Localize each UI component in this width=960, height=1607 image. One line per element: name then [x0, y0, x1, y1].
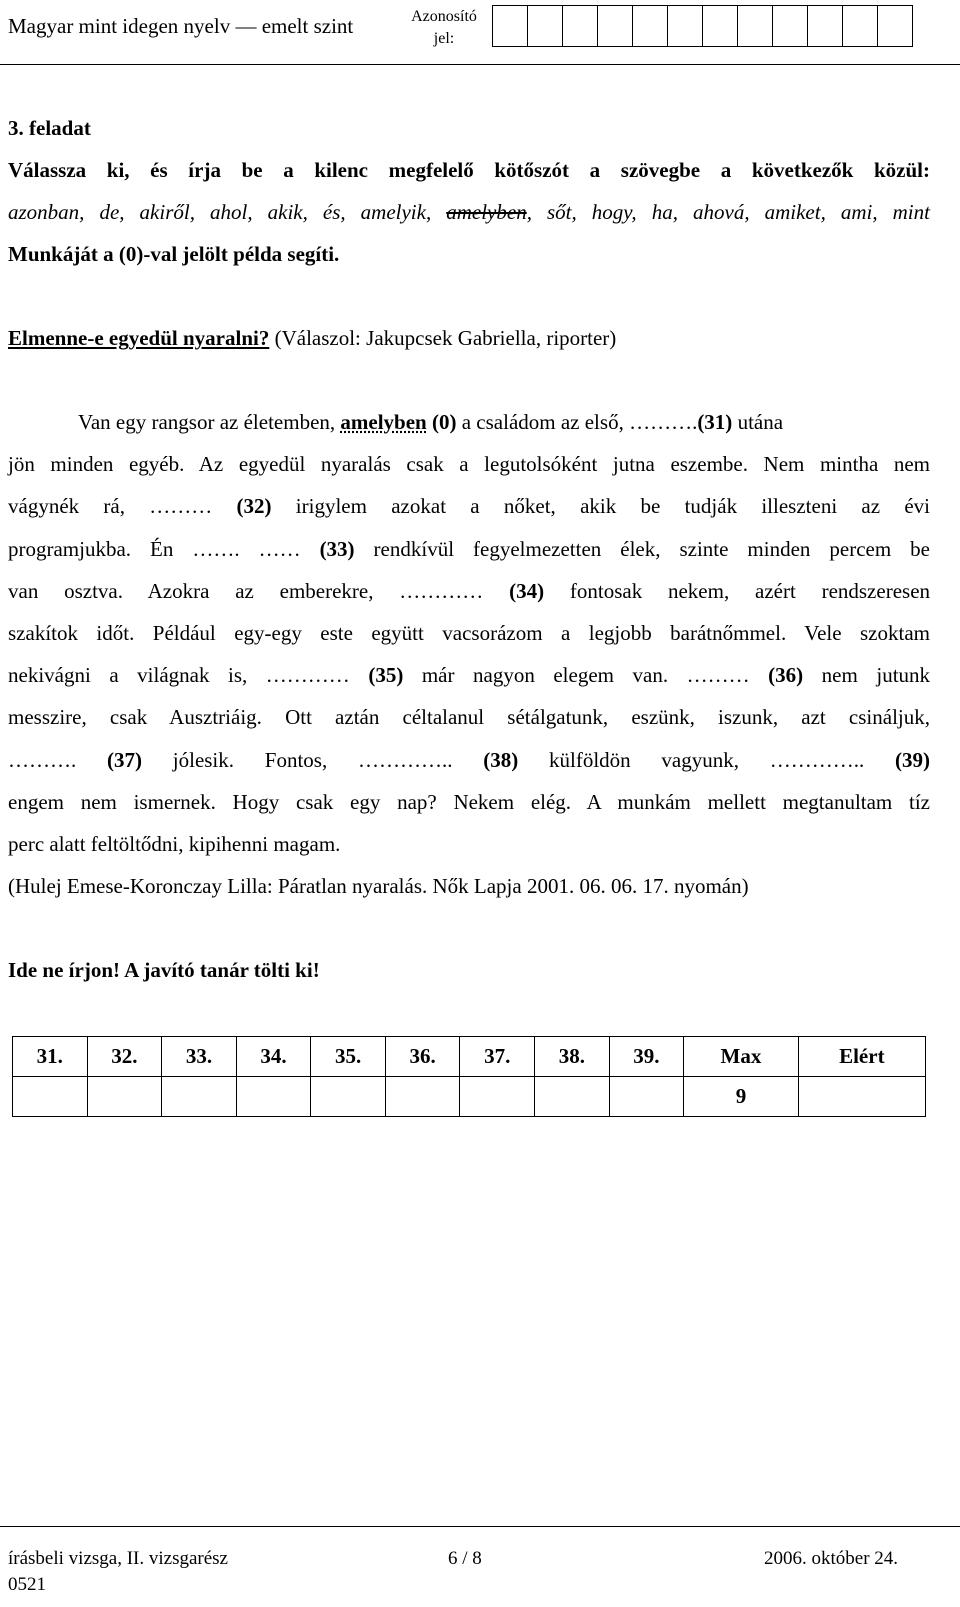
text-segment: nem jutunk: [803, 663, 931, 687]
header-divider: [0, 64, 960, 65]
text-line-2: jön minden egyéb. Az egyedül nyaralás csak a legutolsóként jutna eszembe. Nem mintha nem: [8, 452, 930, 476]
id-box[interactable]: [807, 5, 844, 47]
score-header-39: 39.: [609, 1037, 684, 1077]
score-cell-35[interactable]: [311, 1077, 386, 1117]
gap-32[interactable]: ………: [149, 494, 213, 518]
options-part-2: , sőt, hogy, ha, ahová, amiket, ami, mint: [526, 200, 930, 224]
score-cell-33[interactable]: [162, 1077, 237, 1117]
gap-33[interactable]: ……. ……: [192, 537, 301, 561]
footer-page: 6 / 8: [448, 1548, 482, 1569]
score-header-elert: Elért: [798, 1037, 925, 1077]
id-box[interactable]: [877, 5, 914, 47]
gap-number-38: (38): [483, 748, 519, 772]
score-header-32: 32.: [87, 1037, 162, 1077]
text-line-4: [8, 537, 930, 562]
options-part-1: azonban, de, akiről, ahol, akik, és, amelyik,: [8, 200, 447, 224]
example-answer: amelyben: [340, 410, 427, 434]
footer-code: 0521: [8, 1574, 46, 1595]
footer-divider: [0, 1526, 960, 1527]
score-header-max: Max: [684, 1037, 798, 1077]
text-line-5: [8, 579, 930, 604]
gap-number-33: (33): [319, 537, 355, 561]
gap-number-37: (37): [107, 748, 143, 772]
text-line-9: [8, 748, 930, 773]
score-cell-32[interactable]: [87, 1077, 162, 1117]
score-cell-31[interactable]: [13, 1077, 88, 1117]
score-cell-elert[interactable]: [798, 1077, 925, 1117]
source-citation: (Hulej Emese-Koronczay Lilla: Páratlan nyaralás. Nők Lapja 2001. 06. 06. 17. nyomán): [8, 874, 749, 898]
gap-31[interactable]: ……….: [629, 410, 698, 434]
article-title: Elmenne-e egyedül nyaralni?: [8, 326, 270, 350]
id-box[interactable]: [667, 5, 704, 47]
score-cell-36[interactable]: [385, 1077, 460, 1117]
id-box[interactable]: [842, 5, 879, 47]
id-boxes: [493, 5, 913, 47]
task-number: 3. feladat: [8, 116, 91, 140]
gap-number-36: (36): [768, 663, 804, 687]
text-segment: jólesik. Fontos,: [142, 748, 358, 772]
text-segment: programjukba. Én: [8, 537, 193, 561]
score-value-row: [13, 1077, 926, 1117]
score-cell-34[interactable]: [236, 1077, 311, 1117]
article-subtitle: (Válaszol: Jakupcsek Gabriella, riporter): [269, 326, 617, 350]
text-line-7: [8, 663, 930, 688]
id-box[interactable]: [562, 5, 599, 47]
text-segment: fontosak nekem, azért rendszeresen: [544, 579, 931, 603]
score-header-36: 36.: [385, 1037, 460, 1077]
text-line-3: [8, 494, 930, 519]
text-line-10: engem nem ismernek. Hogy csak egy nap? Nekem elég. A munkám mellett megtanultam tíz: [8, 790, 930, 814]
text-segment: rendkívül fegyelmezetten élek, szinte minden percem be: [354, 537, 930, 561]
footer-left: írásbeli vizsga, II. vizsgarész: [8, 1548, 228, 1569]
text-segment: a családom az első,: [456, 410, 630, 434]
task-help: Munkáját a (0)-val jelölt példa segíti.: [8, 242, 340, 266]
score-max-value: 9: [684, 1077, 798, 1117]
score-cell-37[interactable]: [460, 1077, 535, 1117]
id-label-line-2: jel:: [433, 30, 455, 47]
text-segment: Van egy rangsor az életemben,: [78, 410, 341, 434]
text-segment: utána: [732, 410, 784, 434]
text-segment: nekivágni a világnak is,: [8, 663, 266, 687]
score-cell-39[interactable]: [609, 1077, 684, 1117]
text-line-8: messzire, csak Ausztriáig. Ott aztán céltalanul sétálgatunk, eszünk, iszunk, azt csináljuk,: [8, 705, 930, 729]
text-line-1: [78, 410, 783, 435]
gap-36[interactable]: ………: [686, 663, 750, 687]
id-box[interactable]: [597, 5, 634, 47]
gap-34[interactable]: …………: [399, 579, 484, 603]
text-segment: vágynék rá,: [8, 494, 150, 518]
score-table: [12, 1036, 926, 1117]
example-number: (0): [426, 410, 457, 434]
id-box[interactable]: [737, 5, 774, 47]
id-box[interactable]: [772, 5, 809, 47]
text-segment: külföldön vagyunk,: [518, 748, 770, 772]
score-header-33: 33.: [162, 1037, 237, 1077]
id-label: [411, 6, 477, 50]
text-segment: már nagyon elegem van.: [403, 663, 687, 687]
header-title: Magyar mint idegen nyelv — emelt szint: [8, 14, 354, 38]
score-header-38: 38.: [535, 1037, 610, 1077]
struck-option: amelyben: [446, 200, 527, 224]
task-instruction: Válassza ki, és írja be a kilenc megfelelő kötőszót a szövegbe a következők közül:: [8, 158, 930, 182]
gap-number-35: (35): [368, 663, 404, 687]
gap-38[interactable]: …………..: [357, 748, 453, 772]
article-heading: [8, 326, 616, 351]
id-box[interactable]: [632, 5, 669, 47]
text-line-6: szakítok időt. Például egy-egy este együtt vacsorázom a legjobb barátnőmmel. Vele szoktam: [8, 621, 930, 645]
text-line-11: perc alatt feltöltődni, kipihenni magam.: [8, 832, 341, 856]
gap-number-31: (31): [697, 410, 733, 434]
gap-39[interactable]: …………..: [769, 748, 865, 772]
gap-35[interactable]: …………: [265, 663, 350, 687]
grader-notice: Ide ne írjon! A javító tanár tölti ki!: [8, 958, 320, 982]
footer-date: 2006. október 24.: [764, 1548, 899, 1569]
id-label-line-1: Azonosító: [411, 8, 477, 25]
score-header-35: 35.: [311, 1037, 386, 1077]
score-cell-38[interactable]: [535, 1077, 610, 1117]
id-box[interactable]: [527, 5, 564, 47]
gap-37[interactable]: ……….: [8, 748, 77, 772]
score-header-31: 31.: [13, 1037, 88, 1077]
gap-number-34: (34): [509, 579, 545, 603]
gap-number-32: (32): [236, 494, 272, 518]
id-box[interactable]: [492, 5, 529, 47]
text-segment: irigylem azokat a nőket, akik be tudják illeszteni az évi: [271, 494, 930, 518]
score-header-37: 37.: [460, 1037, 535, 1077]
text-segment: van osztva. Azokra az emberekre,: [8, 579, 400, 603]
score-header-row: [13, 1037, 926, 1077]
id-box[interactable]: [702, 5, 739, 47]
word-options: [8, 200, 930, 225]
gap-number-39: (39): [895, 748, 931, 772]
score-header-34: 34.: [236, 1037, 311, 1077]
